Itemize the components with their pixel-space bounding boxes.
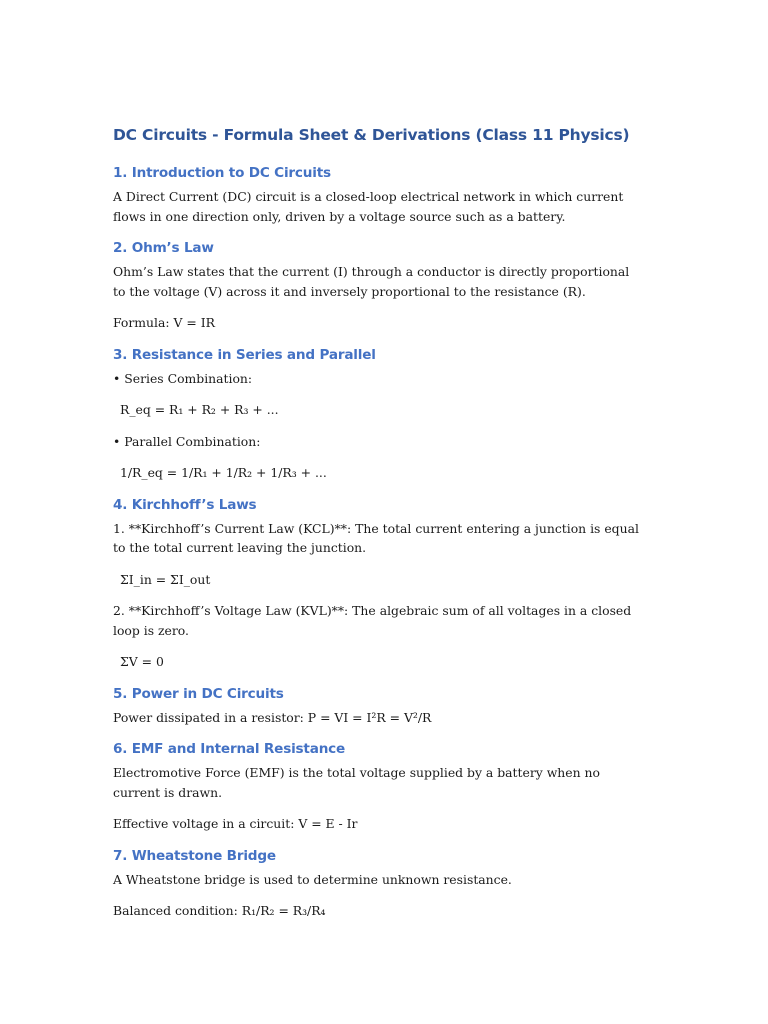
paragraph: A Direct Current (DC) circuit is a closed-loop electrical network in which current flows in one direction only, driven by a voltage source such as a battery. <box>113 189 624 224</box>
section-heading: 1. Introduction to DC Circuits <box>113 165 331 181</box>
section-introduction <box>113 163 643 226</box>
section-power <box>113 684 643 728</box>
kvl-formula: ΣV = 0 <box>120 654 164 669</box>
paragraph: A Wheatstone bridge is used to determine unknown resistance. <box>113 871 512 887</box>
document-content <box>113 124 643 933</box>
section-heading: 2. Ohm’s Law <box>113 240 214 256</box>
paragraph: Electromotive Force (EMF) is the total voltage supplied by a battery when no current is drawn. <box>113 765 600 800</box>
section-heading: 4. Kirchhoff’s Laws <box>113 496 257 513</box>
section-heading: 7. Wheatstone Bridge <box>113 847 276 864</box>
kcl-formula: ΣI_in = ΣI_out <box>120 571 211 587</box>
series-label: • Series Combination: <box>113 370 253 386</box>
paragraph: Ohm’s Law states that the current (I) through a conductor is directly proportional to the voltage (V) across it and inversely proportional to the resistance (R). <box>113 264 630 299</box>
series-formula: R_eq = R₁ + R₂ + R₃ + ... <box>120 402 279 417</box>
kvl-text: 2. **Kirchhoff’s Voltage Law (KVL)**: The algebraic sum of all voltages in a closed loop is zero. <box>113 603 632 638</box>
parallel-label: • Parallel Combination: <box>113 433 261 449</box>
formula-line: Effective voltage in a circuit: V = E - Ir <box>113 816 358 831</box>
section-emf <box>113 739 643 834</box>
kcl-text: 1. **Kirchhoff’s Current Law (KCL)**: The total current entering a junction is equal to the total current leaving the junction. <box>113 520 639 555</box>
paragraph: Power dissipated in a resistor: P = VI = I²R = V²/R <box>113 709 432 725</box>
formula-line: Formula: V = IR <box>113 315 215 330</box>
section-heading: 3. Resistance in Series and Parallel <box>113 346 376 363</box>
section-heading: 5. Power in DC Circuits <box>113 685 284 702</box>
section-kirchhoffs-laws <box>113 495 643 672</box>
document-title: DC Circuits - Formula Sheet & Derivations (Class 11 Physics) <box>113 126 630 144</box>
section-ohms-law <box>113 238 643 333</box>
section-heading: 6. EMF and Internal Resistance <box>113 741 346 757</box>
section-wheatstone-bridge <box>113 846 643 921</box>
parallel-formula: 1/R_eq = 1/R₁ + 1/R₂ + 1/R₃ + ... <box>120 465 327 480</box>
section-resistance-combinations <box>113 345 643 483</box>
formula-line: Balanced condition: R₁/R₂ = R₃/R₄ <box>113 903 326 918</box>
